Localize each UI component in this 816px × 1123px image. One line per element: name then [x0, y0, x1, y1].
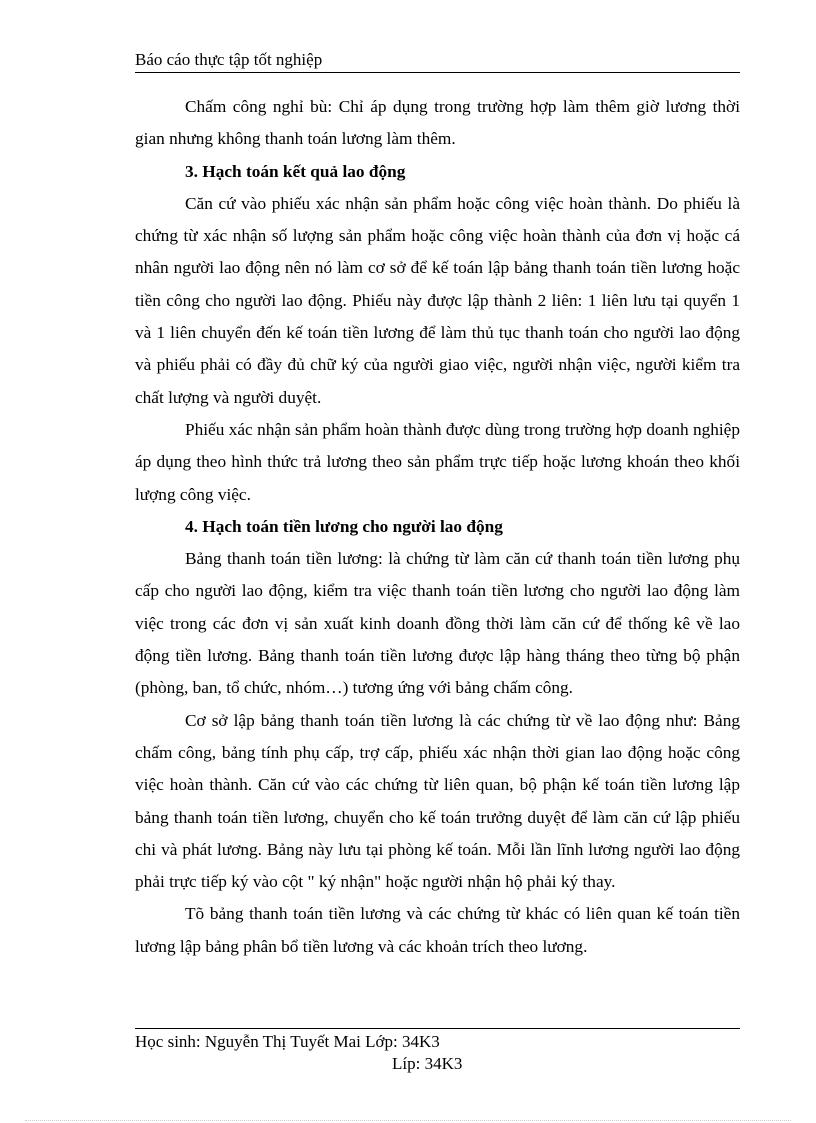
section-heading-3: 3. Hạch toán kết quả lao động: [185, 161, 406, 181]
paragraph-compensatory-leave: Chấm công nghỉ bù: Chỉ áp dụng trong trường hợp làm thêm giờ lương thời gian nhưng không thanh toán lương làm thêm.: [135, 97, 740, 149]
paragraph-product-confirmation: Phiếu xác nhận sản phẩm hoàn thành được dùng trong trường hợp doanh nghiệp áp dụng theo hình thức trả lương theo sản phẩm trực tiếp hoặc lương khoán theo khối lượng công việc.: [135, 419, 740, 504]
paragraph-payroll-basis: Cơ sở lập bảng thanh toán tiền lương là các chứng từ về lao động như: Bảng chấm công, bảng tính phụ cấp, trợ cấp, phiếu xác nhận thời gian lao động hoặc công việc hoàn thành. Căn cứ vào các chứng từ liên quan, bộ phận kế toán tiền lương lập bảng thanh toán tiền lương, chuyển cho kế toán trưởng duyệt để làm căn cứ lập phiếu chi và phát lương. Bảng này lưu tại phòng kế toán. Mỗi lần lĩnh lương người lao động phải trực tiếp ký vào cột " ký nhận" hoặc người nhận hộ phải ký thay.: [135, 710, 740, 892]
page-header: Báo cáo thực tập tốt nghiệp: [135, 50, 740, 73]
section-heading-4: 4. Hạch toán tiền lương cho người lao động: [185, 516, 503, 536]
footer-class-info: Líp: 34K3: [392, 1054, 463, 1073]
page-bottom-edge: [25, 1120, 791, 1121]
footer-student-info: Học sinh: Nguyễn Thị Tuyết Mai Lớp: 34K3: [135, 1032, 440, 1051]
paragraph-salary-allocation: Tõ bảng thanh toán tiền lương và các chứng từ khác có liên quan kế toán tiền lương lập bảng phân bổ tiền lương và các khoản trích theo lương.: [135, 904, 740, 956]
paragraph-labor-result: Căn cứ vào phiếu xác nhận sản phẩm hoặc công việc hoàn thành. Do phiếu là chứng từ xác nhận số lượng sản phẩm hoặc công việc hoàn thành của đơn vị hoặc cá nhân người lao động nên nó làm cơ sở để kế toán lập bảng thanh toán tiền lương hoặc tiền công cho người lao động. Phiếu này được lập thành 2 liên: 1 liên lưu tại quyển 1 và 1 liên chuyển đến kế toán tiền lương để làm thủ tục thanh toán cho người lao động và phiếu phải có đầy đủ chữ ký của người giao việc, người nhận việc, người kiểm tra chất lượng và người duyệt.: [135, 193, 740, 407]
paragraph-payroll-sheet: Bảng thanh toán tiền lương: là chứng từ làm căn cứ thanh toán tiền lương phụ cấp cho người lao động, kiểm tra việc thanh toán tiền lương cho người lao động làm việc trong các đơn vị sản xuất kinh doanh đồng thời làm căn cứ để thống kê về lao động tiền lương. Bảng thanh toán tiền lương được lập hàng tháng theo từng bộ phận (phòng, ban, tổ chức, nhóm…) tương ứng với bảng chấm công.: [135, 549, 740, 698]
document-body: [135, 91, 740, 963]
footer-divider: [135, 1028, 740, 1029]
